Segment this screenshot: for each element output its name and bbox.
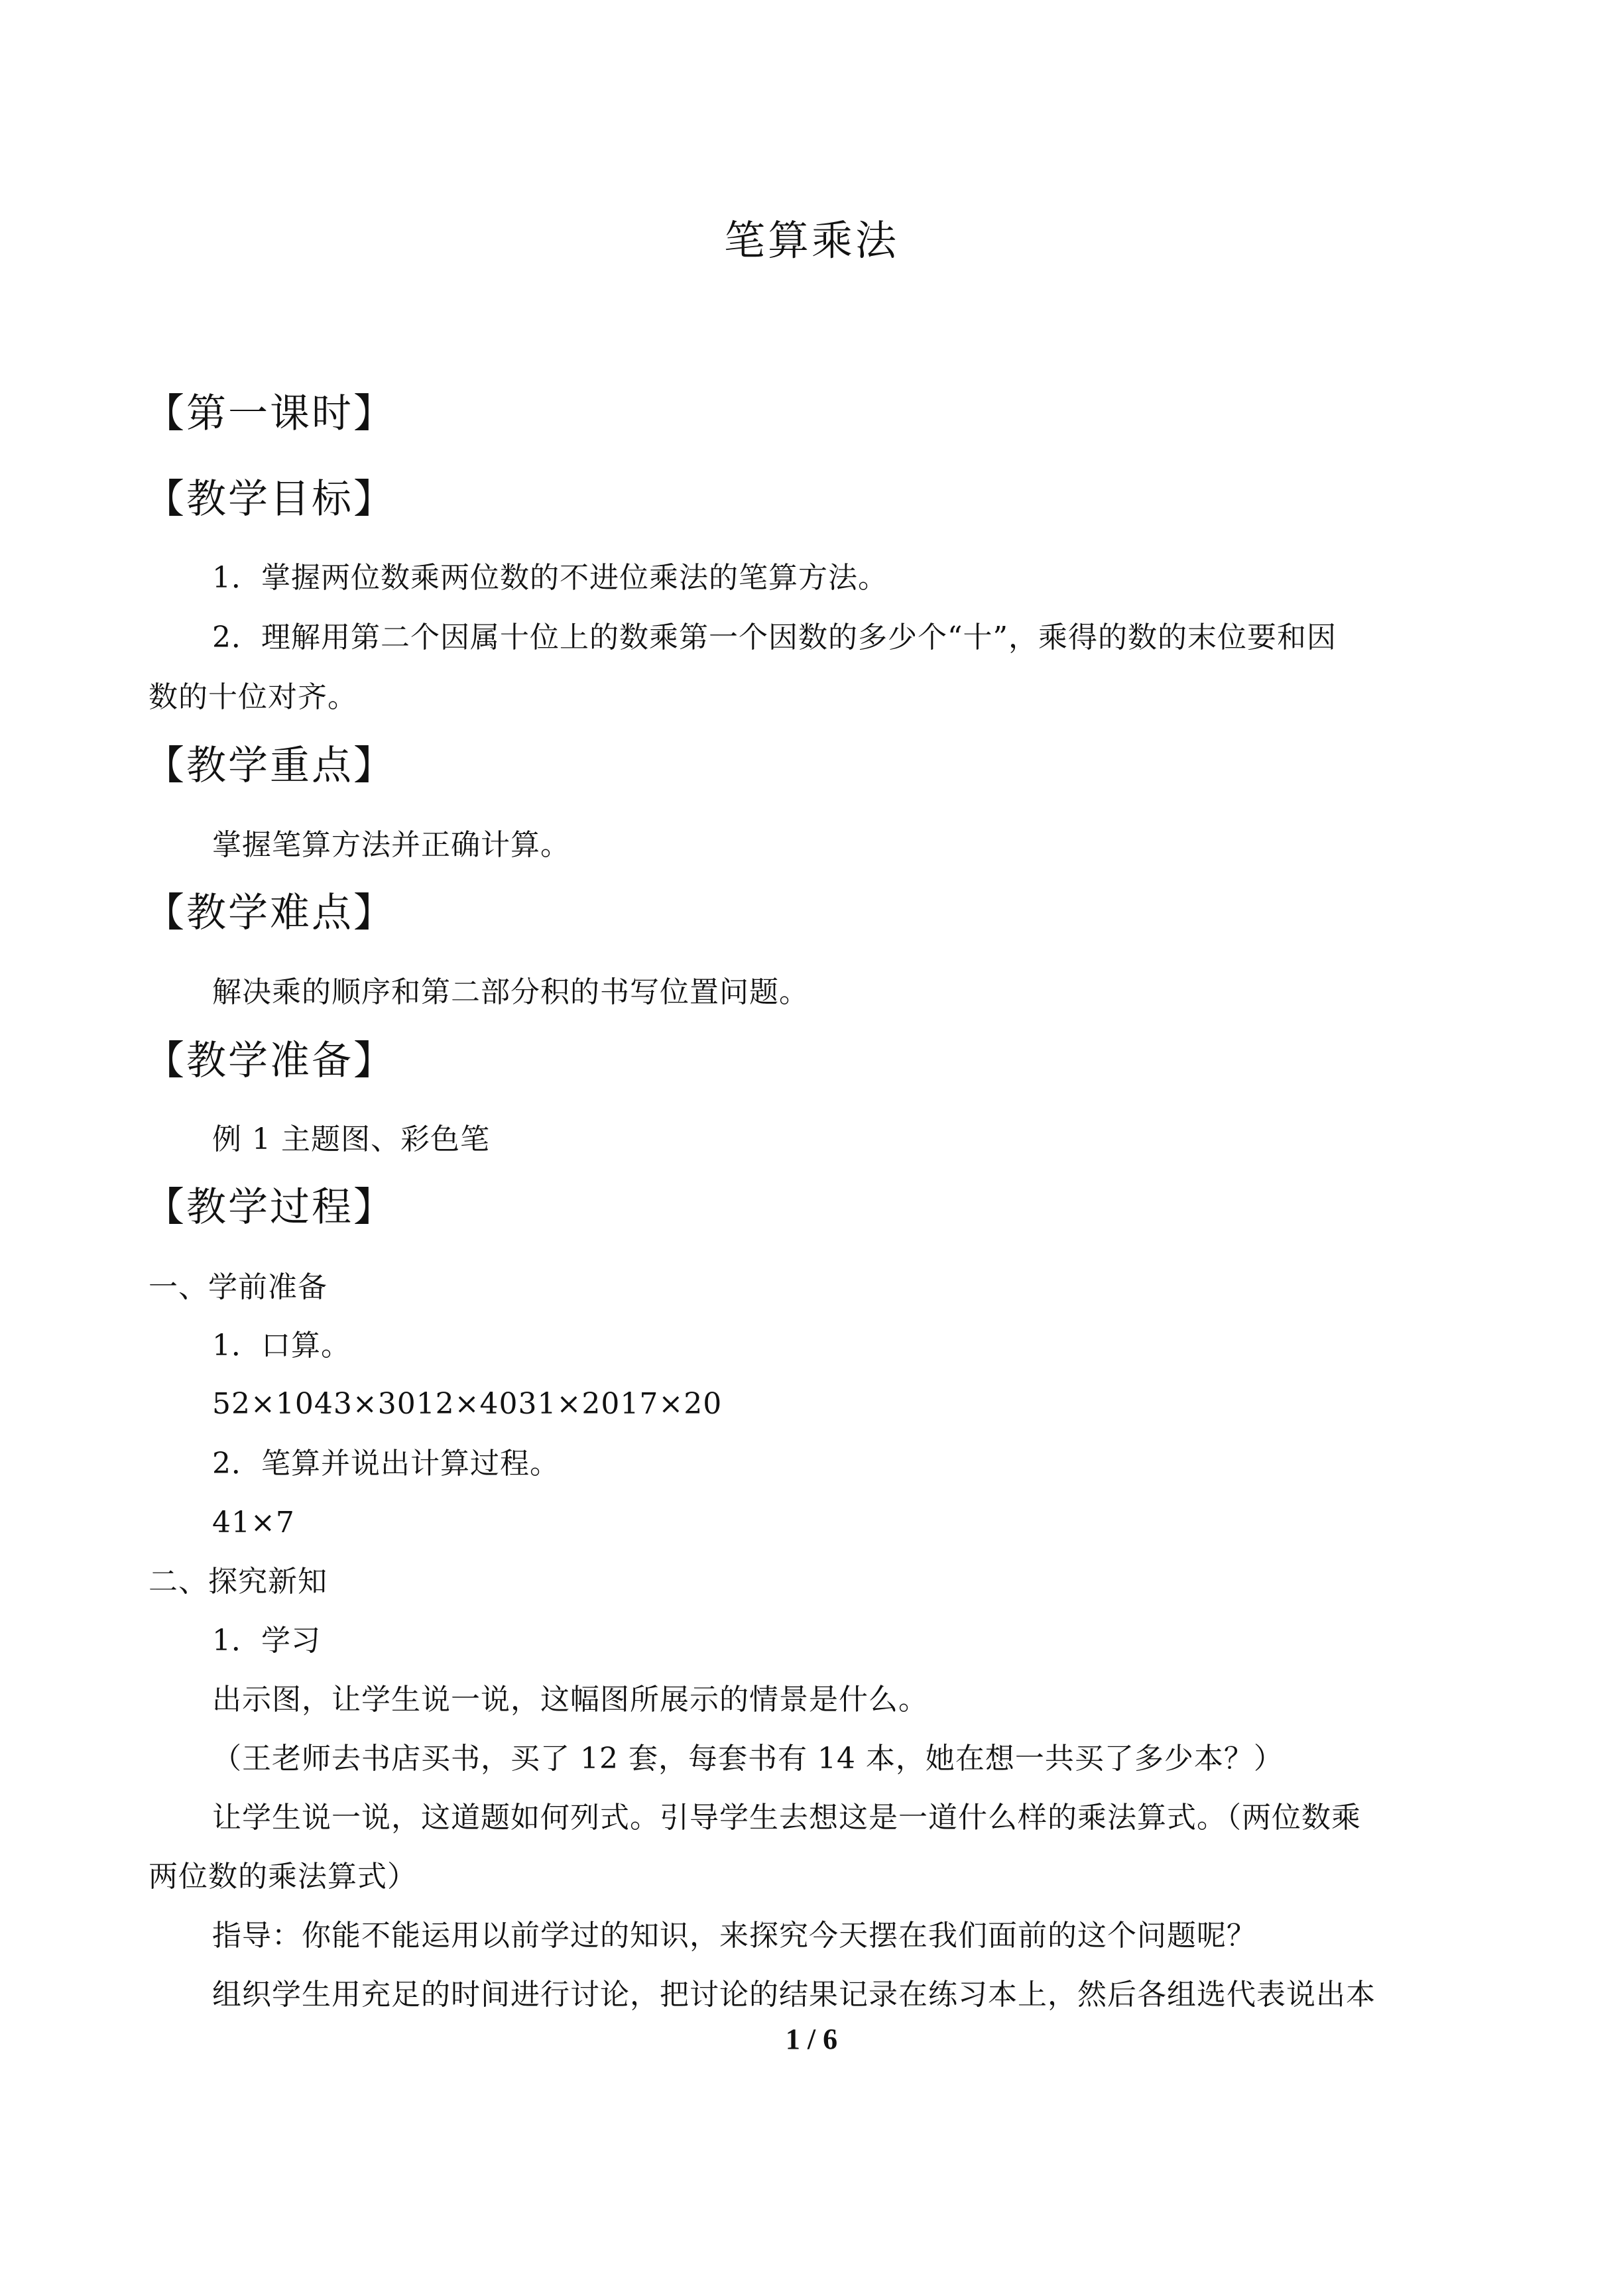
section-2-item-1: 1．学习: [212, 1624, 321, 1658]
heading-goals: 【教学目标】: [145, 476, 395, 522]
page-number: 1 / 6: [785, 2023, 838, 2055]
difficulties-text: 解决乘的顺序和第二部分积的书写位置问题。: [212, 975, 809, 1009]
page-title: 笔算乘法: [723, 216, 899, 265]
section-1-title: 一、学前准备: [149, 1270, 328, 1304]
section-2-paragraph-3-line-1: 让学生说一说，这道题如何列式。引导学生去想这是一道什么样的乘法算式。（两位数乘: [212, 1801, 1361, 1835]
section-1-expression-2: 41×7: [212, 1506, 295, 1540]
section-2-paragraph-3-line-2: 两位数的乘法算式）: [149, 1860, 417, 1894]
section-1-expression-1: 52×1043×3012×4031×2017×20: [212, 1387, 723, 1421]
heading-process: 【教学过程】: [145, 1184, 395, 1231]
section-2-paragraph-1: 出示图，让学生说一说，这幅图所展示的情景是什么。: [212, 1683, 928, 1717]
heading-lesson: 【第一课时】: [145, 391, 395, 437]
key-points-text: 掌握笔算方法并正确计算。: [212, 828, 570, 862]
section-2-paragraph-5: 组织学生用充足的时间进行讨论，把讨论的结果记录在练习本上，然后各组选代表说出本: [212, 1978, 1376, 2012]
section-2-title: 二、探究新知: [149, 1565, 328, 1599]
goal-item-1: 1．掌握两位数乘两位数的不进位乘法的笔算方法。: [212, 561, 888, 595]
heading-difficulties: 【教学难点】: [145, 890, 395, 936]
section-2-paragraph-2: （王老师去书店买书，买了 12 套，每套书有 14 本，她在想一共买了多少本？）: [212, 1742, 1284, 1776]
heading-preparation: 【教学准备】: [145, 1038, 395, 1084]
section-1-item-2: 2．笔算并说出计算过程。: [212, 1447, 560, 1480]
goal-item-2-line-1: 2．理解用第二个因属十位上的数乘第一个因数的多少个“十”，乘得的数的末位要和因: [212, 621, 1337, 654]
preparation-text: 例 1 主题图、彩色笔: [212, 1122, 490, 1156]
goal-item-2-line-2: 数的十位对齐。: [149, 680, 357, 714]
heading-key-points: 【教学重点】: [145, 743, 395, 789]
section-2-paragraph-4: 指导：你能不能运用以前学过的知识，来探究今天摆在我们面前的这个问题呢？: [212, 1919, 1256, 1953]
section-1-item-1: 1．口算。: [212, 1329, 351, 1362]
